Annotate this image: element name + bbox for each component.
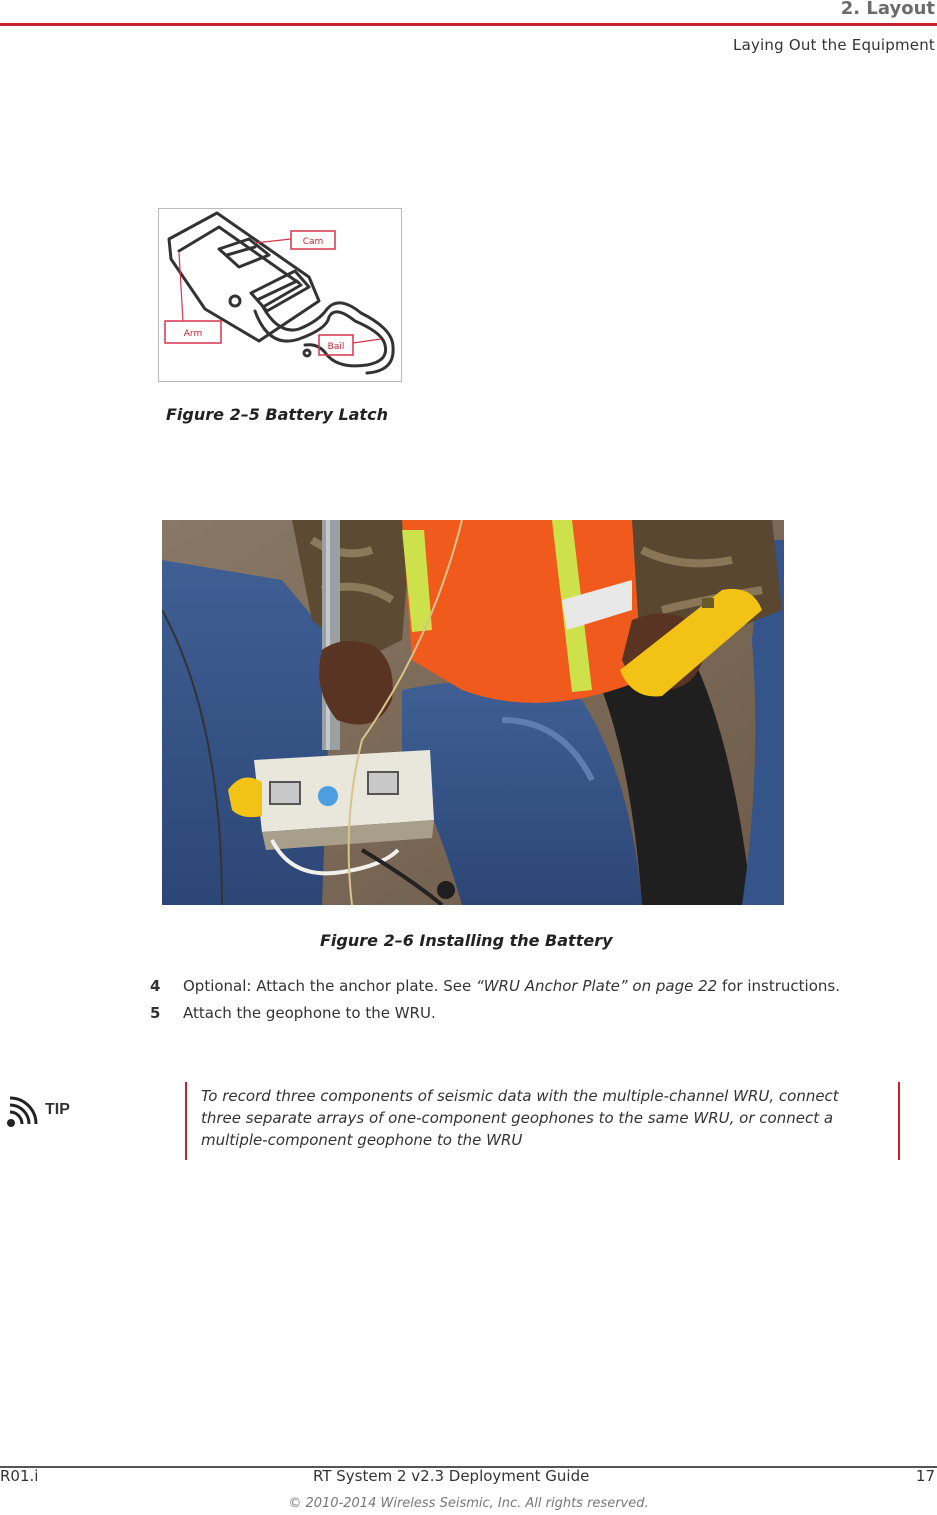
cam-callout: Cam [302, 237, 324, 247]
section-title: Laying Out the Equipment [733, 36, 935, 54]
figure-caption-battery-latch: Figure 2–5 Battery Latch [166, 405, 388, 424]
step-item [150, 977, 840, 995]
battery-latch-figure [158, 208, 402, 382]
header-rule [0, 23, 937, 26]
footer-page-number: 17 [915, 1467, 935, 1485]
step-text: Attach the geophone to the WRU. [183, 1004, 436, 1022]
step-number: 5 [150, 1004, 161, 1022]
arm-callout: Arm [183, 329, 203, 339]
tip-right-rule [898, 1082, 900, 1160]
footer-document-title: RT System 2 v2.3 Deployment Guide [313, 1467, 590, 1485]
battery-latch-drawing [159, 209, 401, 381]
footer-copyright: © 2010-2014 Wireless Seismic, Inc. All rights reserved. [288, 1496, 649, 1511]
installing-battery-illustration [162, 520, 784, 905]
cross-reference-link[interactable]: “WRU Anchor Plate” on page 22 [475, 977, 718, 995]
step-text: Optional: Attach the anchor plate. See [183, 977, 476, 995]
footer-revision: R01.i [0, 1467, 39, 1485]
chapter-title: 2. Layout [840, 0, 935, 19]
figure-caption-installing-battery: Figure 2–6 Installing the Battery [320, 931, 613, 950]
tip-text: To record three components of seismic data with the multiple-channel WRU, connect three separate arrays of one-component geophones to the same WRU, or connect a multiple-component geophone to the WRU [201, 1087, 839, 1149]
tip-left-rule [185, 1082, 187, 1160]
step-number: 4 [150, 977, 161, 995]
bail-callout: Bail [327, 342, 345, 352]
installing-battery-photo [162, 520, 784, 905]
step-item [150, 1004, 436, 1022]
tip-label: TIP [45, 1101, 70, 1118]
step-text-end: for instructions. [717, 977, 840, 995]
tip-signal-icon [6, 1092, 42, 1128]
